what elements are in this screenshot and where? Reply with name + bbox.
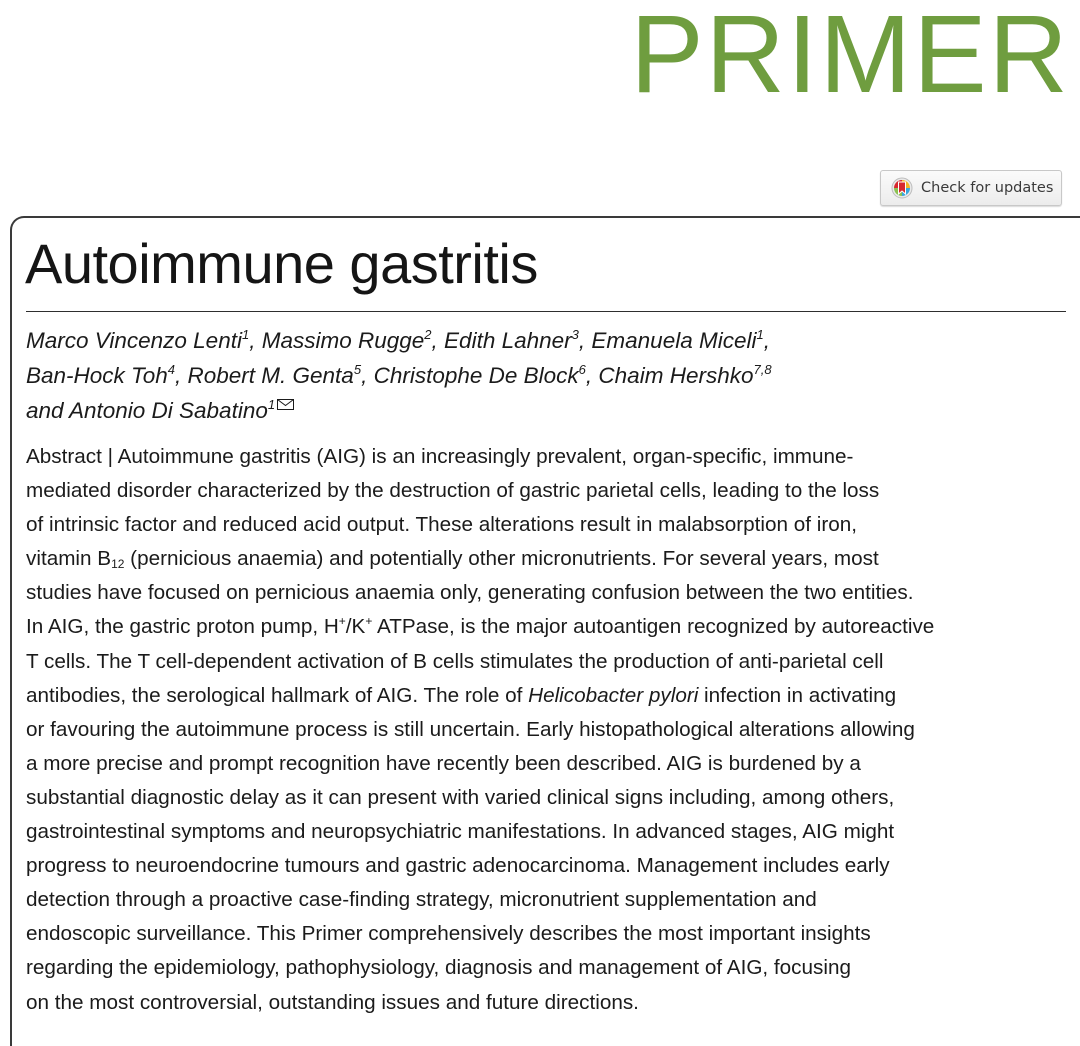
abstract: [26, 440, 1071, 1020]
author-separator: ,: [578, 328, 592, 353]
abstract-line: [26, 713, 1071, 747]
abstract-text: /K: [345, 615, 366, 639]
author-line: [26, 323, 1066, 358]
abstract-text: regarding the epidemiology, pathophysiology, diagnosis and management of AIG, focusing: [26, 956, 851, 980]
abstract-line: [26, 815, 1071, 849]
author-separator: ,: [174, 363, 188, 388]
affiliation-number[interactable]: 7,8: [753, 362, 772, 377]
abstract-text: detection through a proactive case-finding strategy, micronutrient supplementation and: [26, 888, 817, 912]
abstract-script-text: +: [338, 614, 346, 629]
abstract-line: [26, 849, 1071, 883]
author-name[interactable]: Chaim Hershko: [598, 363, 754, 388]
abstract-line: [26, 610, 1071, 644]
abstract-line: [26, 917, 1071, 951]
author-list: [26, 323, 1066, 428]
affiliation-number[interactable]: 1: [267, 397, 276, 412]
abstract-text: studies have focused on pernicious anaemia only, generating confusion between the two entities.: [26, 581, 914, 605]
author-name[interactable]: Ban-Hock Toh: [26, 363, 168, 388]
abstract-line: [26, 474, 1071, 508]
abstract-text: ATPase, is the major autoantigen recognized by autoreactive: [372, 615, 935, 639]
author-line: [26, 358, 1066, 393]
abstract-text: endoscopic surveillance. This Primer comprehensively describes the most important insights: [26, 922, 871, 946]
affiliation-number[interactable]: 3: [571, 327, 579, 342]
section-label: PRIMER: [630, 0, 1070, 116]
abstract-text: infection in activating: [698, 683, 897, 707]
affiliation-number[interactable]: 2: [424, 327, 432, 342]
abstract-line: [26, 542, 1071, 576]
author-separator: ,: [249, 328, 262, 353]
abstract-script-text: +: [365, 614, 373, 629]
abstract-text: progress to neuroendocrine tumours and gastric adenocarcinoma. Management includes early: [26, 854, 890, 878]
author-separator: ,: [763, 328, 770, 353]
abstract-line: [26, 576, 1071, 610]
abstract-script-text: 12: [111, 557, 125, 572]
author-name[interactable]: Christophe De Block: [373, 363, 579, 388]
abstract-line: [26, 951, 1071, 985]
crossmark-icon: [891, 177, 913, 199]
author-line: [26, 393, 1066, 428]
abstract-text: (pernicious anaemia) and potentially other micronutrients. For several years, most: [124, 547, 879, 571]
abstract-text: or favouring the autoimmune process is still uncertain. Early histopathological alterations allowing: [26, 717, 915, 741]
affiliation-number[interactable]: 1: [241, 327, 250, 342]
abstract-text: vitamin B: [26, 547, 112, 571]
abstract-text: mediated disorder characterized by the destruction of gastric parietal cells, leading to the loss: [26, 479, 880, 503]
abstract-text: In AIG, the gastric proton pump, H: [26, 615, 339, 639]
abstract-text: antibodies, the serological hallmark of AIG. The role of: [26, 683, 529, 707]
check-for-updates-label: Check for updates: [921, 180, 1054, 196]
affiliation-number[interactable]: 4: [167, 362, 175, 377]
abstract-text: a more precise and prompt recognition have recently been described. AIG is burdened by a: [26, 751, 861, 775]
author-name[interactable]: Robert M. Genta: [187, 363, 354, 388]
abstract-line: [26, 508, 1071, 542]
abstract-text: Abstract | Autoimmune gastritis (AIG) is an increasingly prevalent, organ-specific, immune-: [26, 445, 854, 468]
author-name[interactable]: Massimo Rugge: [261, 328, 425, 353]
abstract-line: [26, 883, 1071, 917]
abstract-line: [26, 645, 1071, 679]
author-name[interactable]: Marco Vincenzo Lenti: [26, 328, 242, 353]
abstract-line: [26, 679, 1071, 713]
abstract-line: [26, 986, 1071, 1020]
check-for-updates-button[interactable]: [880, 170, 1062, 206]
abstract-text: substantial diagnostic delay as it can present with varied clinical signs including, among others,: [26, 785, 895, 809]
author-name[interactable]: and Antonio Di Sabatino: [26, 398, 268, 423]
affiliation-number[interactable]: 5: [353, 362, 362, 377]
affiliation-number[interactable]: 6: [578, 362, 586, 377]
species-name: Helicobacter pylori: [528, 683, 699, 707]
author-separator: ,: [431, 328, 445, 353]
author-name[interactable]: Edith Lahner: [444, 328, 572, 353]
abstract-line: [26, 440, 1071, 474]
author-separator: ,: [361, 363, 374, 388]
abstract-line: [26, 781, 1071, 815]
abstract-text: on the most controversial, outstanding issues and future directions.: [26, 990, 639, 1014]
abstract-text: gastrointestinal symptoms and neuropsychiatric manifestations. In advanced stages, AIG might: [26, 820, 895, 844]
affiliation-number[interactable]: 1: [756, 327, 764, 342]
title-divider: [26, 311, 1066, 312]
abstract-text: T cells. The T cell-dependent activation of B cells stimulates the production of anti-parietal cell: [26, 649, 884, 673]
author-separator: ,: [585, 363, 599, 388]
abstract-text: of intrinsic factor and reduced acid output. These alterations result in malabsorption of iron,: [26, 513, 858, 537]
author-name[interactable]: Emanuela Miceli: [591, 328, 757, 353]
envelope-icon[interactable]: [277, 399, 294, 410]
article-title: Autoimmune gastritis: [25, 232, 538, 295]
abstract-line: [26, 747, 1071, 781]
